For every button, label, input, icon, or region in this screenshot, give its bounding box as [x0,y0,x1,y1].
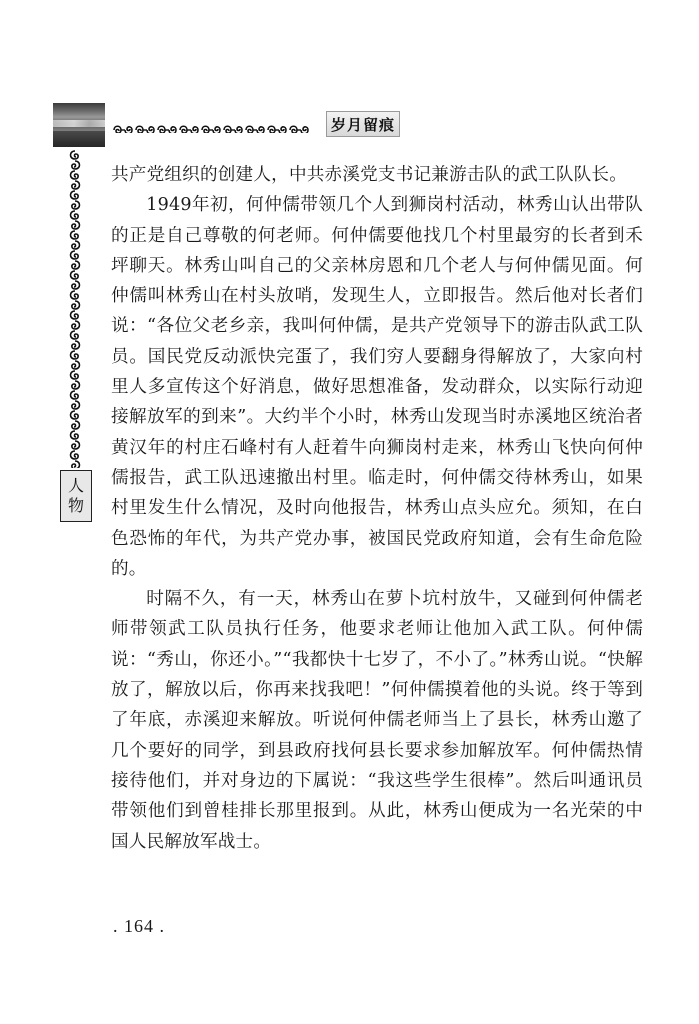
paragraph: 1949年初，何仲儒带领几个人到狮岗村活动，林秀山认出带队的正是自己尊敬的何老师。何仲儒要他找几个村里最穷的长者到禾坪聊天。林秀山叫自己的父亲林房恩和几个老人与何仲儒见面。何仲儒叫林秀山在村头放哨，发现生人，立即报告。然后他对长者们说：“各位父老乡亲，我叫何仲儒，是共产党领导下的游击队武工队员。国民党反动派快完蛋了，我们穷人要翻身得解放了，大家向村里人多宣传这个好消息，做好思想准备，发动群众，以实际行动迎接解放军的到来”。大约半个小时，林秀山发现当时赤溪地区统治者黄汉年的村庄石峰村有人赶着牛向狮岗村走来，林秀山飞快向何仲儒报告，武工队迅速撤出村里。临走时，何仲儒交待林秀山，如果村里发生什么情况，及时向他报告，林秀山点头应允。须知，在白色恐怖的年代，为共产党办事，被国民党政府知道，会有生命危险的。 [111,195,643,579]
landscape-photo-icon [53,103,105,147]
category-label-line-1: 人 [67,476,84,495]
paragraph: 时隔不久，有一天，林秀山在萝卜坑村放牛，又碰到何仲儒老师带领武工队员执行任务，他要求老师让他加入武工队。何仲儒说：“秀山，你还小。”“我都快十七岁了，不小了。”林秀山说。“快解放了，解放以后，你再来找我吧！”何仲儒摸着他的头说。终于等到了年底，赤溪迎来解放。听说何仲儒老师当上了县长，林秀山邀了几个要好的同学，到县政府找何县长要求参加解放军。何仲儒热情接待他们，并对身边的下属说：“我这些学生很棒”。然后叫通讯员带领他们到曾桂排长那里报到。从此，林秀山便成为一名光荣的中国人民解放军战士。 [111,589,643,852]
category-label [60,470,92,522]
scroll-ornament-icon [112,121,310,133]
section-title: 岁月留痕 [326,111,400,137]
body-text [111,160,643,857]
paragraph: 共产党组织的创建人，中共赤溪党支书记兼游击队的武工队队长。 [111,165,628,185]
category-label-line-2: 物 [67,496,84,515]
page-number: . 164 . [113,916,165,936]
vertical-chain-ornament-icon [68,150,82,468]
